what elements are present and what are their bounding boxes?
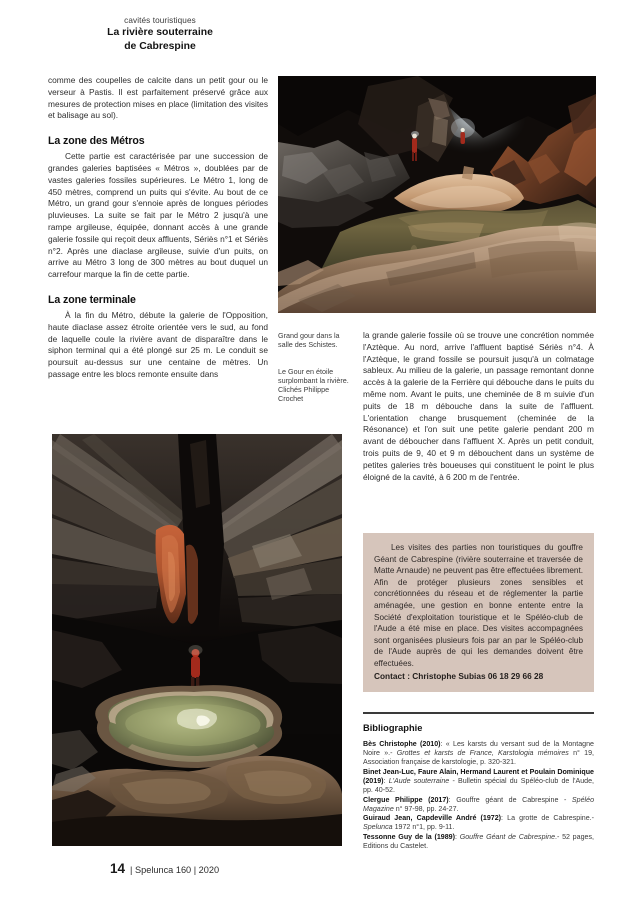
masthead-title-line2: de Cabrespine — [124, 40, 196, 52]
bibliography-section — [363, 712, 594, 852]
page-footer — [110, 861, 219, 876]
access-regulations-box — [363, 533, 594, 692]
infobox-paragraph: Les visites des parties non touristiques du gouffre Géant de Cabrespine (rivière souterraine et traversée de Matte Arnaude) ne peuvent pas être effectuées librement. Afin de protéger plusieurs zones sensibles et concrétionnées du réseau et de réglementer la partie aménagée, une gestion en bonne entente entre la Société d'exploitation touristique et le Spéléo-club de l'Aude a été mise en place. Des visites accompagnées sont organisées plusieurs fois par an par le Spéléo-club de l'Aude auprès de qui les demandes doivent être effectuées. — [374, 543, 583, 668]
paragraph-zone-terminale: À la fin du Métro, débute la galerie de l'Opposition, haute diaclase assez étroite orientée vers le sud, au fond de laquelle coule la rivière avant de disparaître dans le siphon terminal qui a été plongé sur 25 m. Le conduit se poursuit au-dessus sur une centaine de mètres. Un passage entre les blocs remonte ensuite dans — [48, 309, 268, 379]
bibliography-entry: Binet Jean-Luc, Faure Alain, Hermand Laurent et Poulain Dominique (2019): L'Aude souterraine - Bulletin spécial du Spéléo-club de l'Aude, pp. 40-52. — [363, 767, 595, 794]
bibliography-title: Bibliographie — [363, 723, 423, 733]
masthead-kicker: cavités touristiques — [124, 16, 196, 25]
photo-grand-gour-salle-des-schistes — [278, 76, 596, 313]
bibliography-entry-source: Spéléo Magazine — [363, 795, 595, 813]
paragraph-intro: comme des coupelles de calcite dans un petit gour ou le verseur à Pastis. Il est parfaitement préservé grâce aux mesures de protection mises en place (limitation des visites et balisage au sol). — [48, 75, 268, 121]
heading-la-zone-terminale: La zone terminale — [48, 293, 136, 306]
bibliography-entry: Bès Christophe (2010): « Les karsts du versant sud de la Montagne Noire ».- Grottes et karsts de France, Karstologia mémoires n° 19, Association française de karstologie, p. 320-321. — [363, 740, 594, 767]
masthead — [40, 16, 280, 54]
masthead-title-line1: La rivière souterraine — [107, 27, 213, 39]
photo-top-illustration — [278, 76, 596, 313]
article-left-column — [48, 75, 268, 381]
bibliography-entry-authors: Guiraud Jean, Capdeville André (1972) — [363, 814, 502, 823]
heading-la-zone-des-metros: La zone des Métros — [48, 135, 145, 148]
bibliography-divider — [363, 712, 594, 714]
bibliography-entry-source: Spelunca — [363, 823, 393, 832]
photo-bottom-illustration — [52, 434, 342, 846]
bibliography-entry-source: L'Aude souterraine — [388, 776, 450, 785]
caption-top-photo: Grand gour dans la salle des Schistes. — [278, 331, 340, 350]
page-number: 14 — [110, 861, 126, 876]
footer-folio: | Spelunca 160 | 2020 — [130, 865, 220, 875]
bibliography-entry: Tessonne Guy de la (1989): Gouffre Géant de Cabrespine.- 52 pages, Editions du Castelet. — [363, 832, 594, 851]
photo-captions — [278, 331, 354, 404]
caption-bottom-photo: Le Gour en étoile surplombant la rivière. Clichés Philippe Crochet — [278, 366, 349, 404]
article-right-column — [363, 330, 594, 483]
bibliography-entry-source: Gouffre Géant de Cabrespine — [459, 832, 556, 841]
bibliography-entry: Guiraud Jean, Capdeville André (1972): La grotte de Cabrespine.- Spelunca 1972 n°1, pp. 9-11. — [363, 814, 595, 832]
paragraph-zone-terminale-continued: la grande galerie fossile où se trouve une concrétion nommée l'Aztèque. Au nord, arrive l'affluent baptisé Sériès n°4. À l'Aztèque, le grand fossile se poursuit jusqu'à un colmatage sableux. Au milieu de la galerie, un passage remontant donne accès à la galerie de la Ferrière qui débouche dans le puits du même nom. Avant le puits, une cheminée de 8 m suivie d'un puits de 18 m débouche dans la suite de l'affluent. L'orientation change brusquement (cheminée de la Résonance) et l'on suit une petite galerie pendant 200 m avant de déboucher dans l'affluent X. Après un petit conduit, trois puits de 9, 40 et 9 m débouchent dans un système de petites galeries très boueuses qui constituent le point le plus éloigné de la cavité, à 6 200 m de l'entrée. — [363, 330, 594, 482]
photo-gour-en-etoile — [52, 434, 342, 846]
bibliography-list — [363, 740, 594, 851]
bibliography-entry-authors: Tessonne Guy de la (1989) — [363, 832, 455, 841]
paragraph-zone-des-metros: Cette partie est caractérisée par une succession de grandes galeries baptisées « Métros », doublées par de vastes galeries fossiles supérieures. Le Métro 1, long de 450 mètres, comprend un puits qui s'évite. Au bout de ce Métro, un grand gour s'ennoie après de longues périodes pluvieuses. La suite se fait par le Métro 2 jusqu'à une rampe argileuse, équipée, donnant accès à une grande galerie fossile qui reçoit deux affluents, Sériès n°1 et Sériès n°2. Après une diaclase argileuse, suivie d'un puits, on arrive au Métro 3 long de 300 mètres au bout duquel un carrefour marque la fin de cette partie. — [48, 151, 268, 280]
bibliography-entry-source: Grottes et karsts de France, Karstologia mémoires — [396, 749, 569, 758]
infobox-contact: Contact : Christophe Subias 06 18 29 66 28 — [374, 670, 544, 681]
bibliography-entry-authors: Clergue Philippe (2017) — [363, 795, 449, 804]
bibliography-entry-authors: Bès Christophe (2010) — [363, 740, 441, 748]
bibliography-entry-authors: Binet Jean-Luc, Faure Alain, Hermand Laurent et Poulain Dominique (2019) — [363, 767, 594, 785]
bibliography-entry: Clergue Philippe (2017): Gouffre géant de Cabrespine - Spéléo Magazine n° 97-98, pp. 24-27. — [363, 795, 595, 813]
